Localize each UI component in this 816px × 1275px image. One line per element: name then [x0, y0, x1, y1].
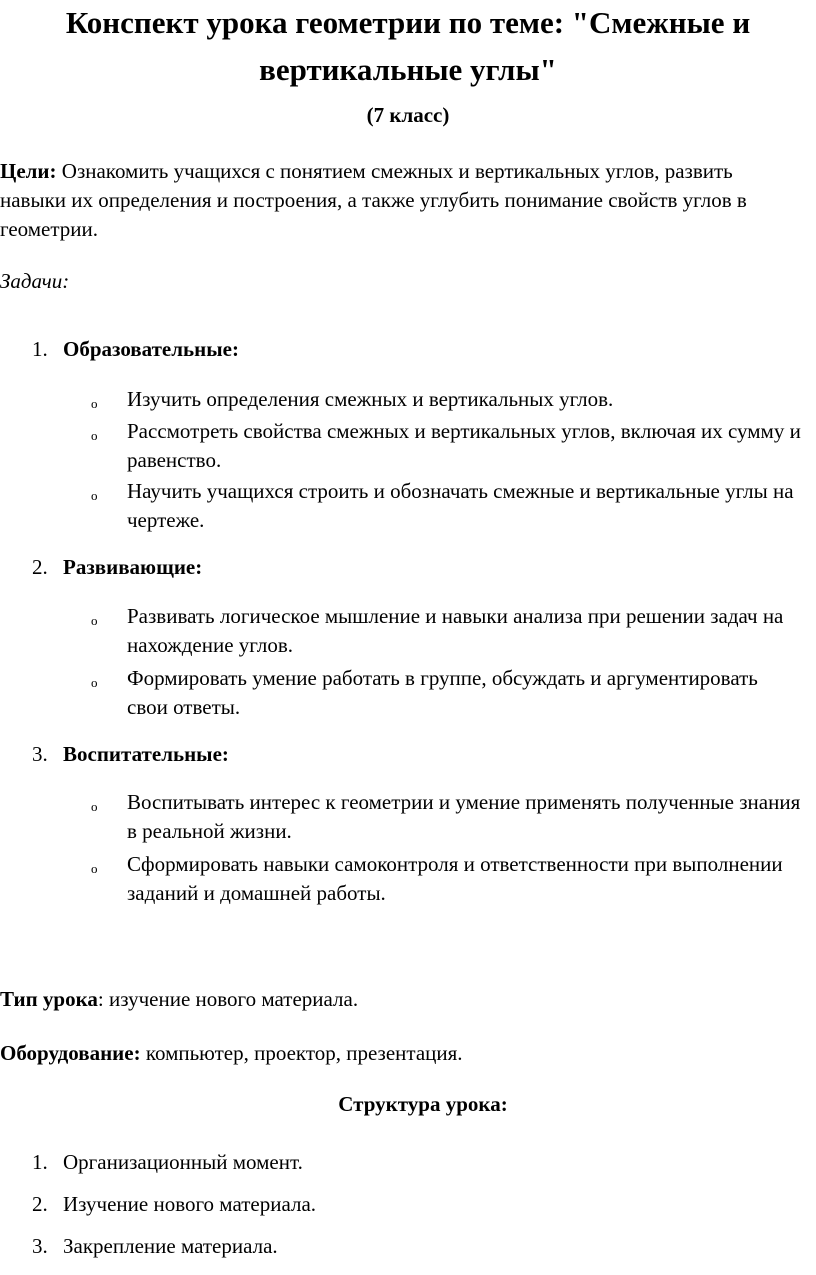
task-group-number: 2. [32, 555, 48, 579]
list-item [91, 417, 801, 475]
bullet-marker: o [91, 488, 98, 503]
list-item-text: Воспитывать интерес к геометрии и умение применять полученные знания в реальной жизни. [127, 790, 801, 843]
list-item-text: Формировать умение работать в группе, обсуждать и аргументировать свои ответы. [127, 666, 758, 719]
structure-item-text: Изучение нового материала. [63, 1192, 317, 1216]
task-group-3 [32, 742, 229, 767]
structure-item-text: Организационный момент. [63, 1150, 303, 1174]
list-item [91, 664, 801, 722]
structure-item [32, 1150, 303, 1175]
goals-paragraph [0, 157, 800, 244]
structure-item-number: 2. [32, 1192, 48, 1216]
task-group-2 [32, 555, 202, 580]
structure-item-number: 3. [32, 1234, 48, 1258]
title-line-1: Конспект урока геометрии по теме: "Смежные и [65, 5, 751, 40]
grade-subtitle: (7 класс) [366, 103, 450, 127]
equipment-text: компьютер, проектор, презентация. [140, 1041, 463, 1065]
list-item [91, 477, 801, 535]
page-title [0, 2, 816, 90]
structure-item-number: 1. [32, 1150, 48, 1174]
lesson-type [0, 985, 800, 1014]
bullet-marker: o [91, 675, 98, 690]
goals-label: Цели: [0, 159, 57, 183]
list-item-text: Изучить определения смежных и вертикальных углов. [127, 387, 614, 411]
task-group-1 [32, 337, 239, 362]
list-item-text: Рассмотреть свойства смежных и вертикальных углов, включая их сумму и равенство. [127, 419, 801, 472]
task-group-label: Воспитательные: [63, 742, 229, 766]
task-group-label: Образовательные: [63, 337, 239, 361]
bullet-marker: o [91, 396, 98, 411]
list-item-text: Сформировать навыки самоконтроля и ответственности при выполнении заданий и домашней работы. [127, 852, 783, 905]
task-group-number: 1. [32, 337, 48, 361]
list-item [91, 788, 801, 846]
structure-item [32, 1192, 316, 1217]
task-group-label: Развивающие: [63, 555, 203, 579]
list-item-text: Развивать логическое мышление и навыки анализа при решении задач на нахождение углов. [127, 604, 784, 657]
bullet-marker: o [91, 861, 98, 876]
list-item [91, 602, 801, 660]
bullet-marker: o [91, 613, 98, 628]
structure-item [32, 1234, 278, 1259]
structure-heading: Структура урока: [338, 1092, 508, 1116]
tasks-label: Задачи: [0, 269, 70, 293]
task-group-number: 3. [32, 742, 48, 766]
equipment [0, 1039, 800, 1068]
lesson-type-label: Тип урока [0, 987, 98, 1011]
goals-text: Ознакомить учащихся с понятием смежных и вертикальных углов, развить навыки их определения и построения, а также углубить понимание свойств углов в геометрии. [0, 159, 747, 241]
list-item [91, 385, 801, 414]
title-line-2: вертикальные углы" [259, 52, 557, 87]
structure-item-text: Закрепление материала. [63, 1234, 278, 1258]
list-item [91, 850, 801, 908]
lesson-type-text: : изучение нового материала. [97, 987, 359, 1011]
equipment-label: Оборудование: [0, 1041, 141, 1065]
bullet-marker: o [91, 799, 98, 814]
list-item-text: Научить учащихся строить и обозначать смежные и вертикальные углы на чертеже. [127, 479, 794, 532]
bullet-marker: o [91, 428, 98, 443]
